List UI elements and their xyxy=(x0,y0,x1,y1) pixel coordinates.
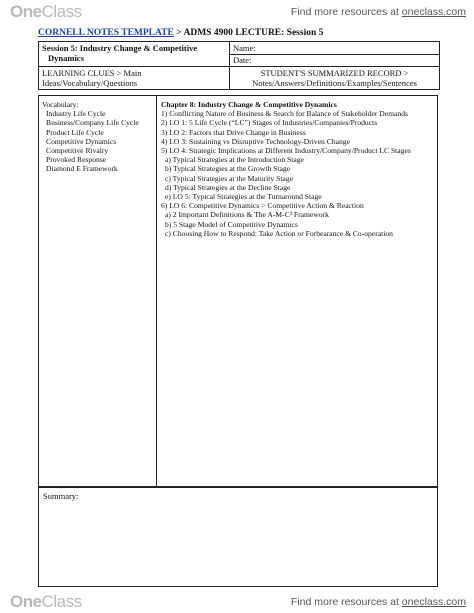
note-line: 4) LO 3: Sustaining vs Disruptive Technology-Driven Change xyxy=(161,136,350,146)
note-line: b) Typical Strategies at the Growth Stage xyxy=(165,164,291,174)
vocab-item: Provoked Response xyxy=(46,155,107,165)
oneclass-link[interactable]: oneclass.com xyxy=(401,6,466,18)
bottom-banner xyxy=(0,590,474,612)
note-line: 2) LO 1: 5 Life Cycle (“LC”) Stages of Industries/Companies/Products xyxy=(161,118,378,128)
vocab-item: Diamond E Framework xyxy=(46,164,118,174)
notes-column xyxy=(157,96,437,486)
header-row-session xyxy=(39,42,439,67)
summary-label: Summary: xyxy=(43,491,79,501)
vocab-item: Business/Company Life Cycle xyxy=(46,118,139,128)
vocabulary-heading: Vocabulary: xyxy=(42,100,79,109)
note-line: b) 5 Stage Model of Competitive Dynamics xyxy=(165,219,298,229)
vocab-item: Competitive Rivalry xyxy=(46,146,109,156)
summary-box xyxy=(38,487,438,587)
note-line: 5) LO 4: Strategic Implications at Different Industry/Company/Product LC Stages xyxy=(161,146,411,156)
note-line: a) Typical Strategies at the Introduction Stage xyxy=(165,155,304,165)
header-table xyxy=(38,41,440,90)
header-row-clues xyxy=(39,67,439,89)
top-banner xyxy=(0,0,474,22)
notes-body xyxy=(38,95,438,487)
session-cell: Session 5: Industry Change & Competitive Dynamics xyxy=(39,42,230,66)
summarized-record-cell: STUDENT'S SUMMARIZED RECORD > Notes/Answers/Definitions/Examples/Sentences xyxy=(252,68,417,88)
page-title: CORNELL NOTES TEMPLATE > ADMS 4900 LECTURE: Session 5 xyxy=(38,28,324,38)
vocab-item: Competitive Dynamics xyxy=(46,136,117,146)
vocab-item: Industry Life Cycle xyxy=(46,109,106,119)
name-cell: Name: Date: xyxy=(230,42,439,66)
note-line: d) Typical Strategies at the Decline Stage xyxy=(165,182,291,192)
date-cell: Date: xyxy=(230,54,439,65)
learning-clues-cell: LEARNING CLUES > Main Ideas/Vocabulary/Questions xyxy=(39,67,230,89)
note-line: 6) LO 6: Competitive Dynamics > Competitive Action & Reaction xyxy=(161,201,364,211)
resources-note: Find more resources at oneclass.com xyxy=(290,6,466,18)
note-line: e) LO 5: Typical Strategies at the Turnaround Stage xyxy=(165,192,322,202)
note-line: 1) Conflicting Nature of Business & Search for Balance of Stakeholder Demands xyxy=(161,109,408,119)
resources-note-bottom: Find more resources at oneclass.com xyxy=(290,596,466,608)
oneclass-link-bottom[interactable]: oneclass.com xyxy=(401,596,466,608)
vocab-item: Product Life Cycle xyxy=(46,127,104,137)
note-line: c) Choosing How to Respond: Take Action or Forbearance & Co-operation xyxy=(165,228,393,238)
chapter-heading: Chapter 8: Industry Change & Competitive Dynamics xyxy=(161,100,337,109)
note-line: a) 2 Important Definitions & The A-M-C³ Framework xyxy=(165,210,329,220)
oneclass-logo-bottom[interactable]: OneClass xyxy=(10,592,82,611)
oneclass-logo[interactable]: OneClass xyxy=(10,2,82,21)
note-line: c) Typical Strategies at the Maturity Stage xyxy=(165,173,293,183)
vocabulary-column xyxy=(39,96,157,486)
note-line: 3) LO 2: Factors that Drive Change in Business xyxy=(161,127,306,137)
